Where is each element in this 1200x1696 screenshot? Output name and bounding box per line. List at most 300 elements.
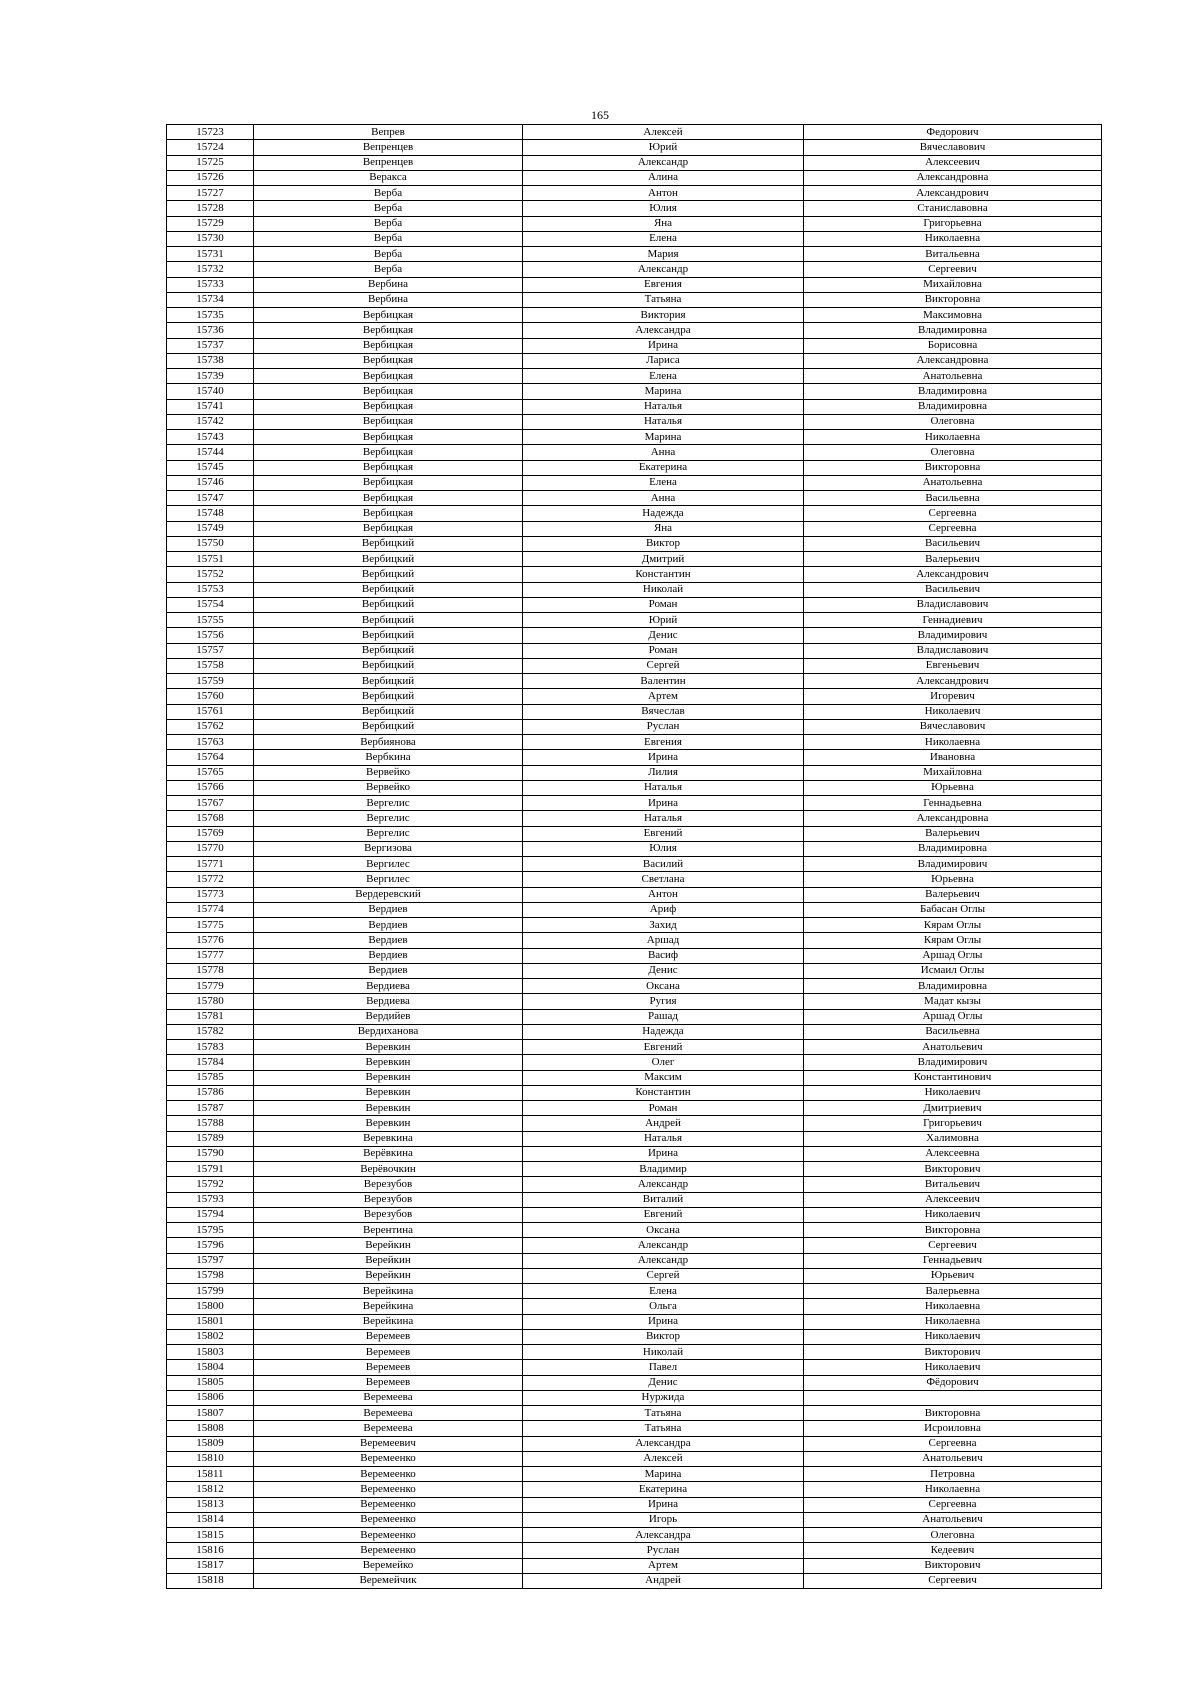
patronymic-cell: Юрьевна	[804, 872, 1102, 887]
first-name-cell: Александр	[523, 1177, 804, 1192]
table-row	[167, 1543, 1102, 1558]
patronymic-cell: Игоревич	[804, 689, 1102, 704]
table-row	[167, 445, 1102, 460]
patronymic-cell: Михайловна	[804, 277, 1102, 292]
record-number-cell: 15732	[167, 262, 254, 277]
first-name-cell: Игорь	[523, 1512, 804, 1527]
last-name-cell: Вердиева	[254, 979, 523, 994]
record-number-cell: 15741	[167, 399, 254, 414]
last-name-cell: Вербицкая	[254, 399, 523, 414]
first-name-cell: Ирина	[523, 1497, 804, 1512]
first-name-cell: Елена	[523, 231, 804, 246]
last-name-cell: Вербицкий	[254, 658, 523, 673]
last-name-cell: Вепренцев	[254, 140, 523, 155]
table-row	[167, 1223, 1102, 1238]
first-name-cell: Андрей	[523, 1116, 804, 1131]
table-row	[167, 704, 1102, 719]
patronymic-cell: Васильевич	[804, 582, 1102, 597]
patronymic-cell: Викторович	[804, 1345, 1102, 1360]
first-name-cell: Татьяна	[523, 1421, 804, 1436]
record-number-cell: 15754	[167, 597, 254, 612]
last-name-cell: Вервейко	[254, 780, 523, 795]
table-row	[167, 140, 1102, 155]
last-name-cell: Верба	[254, 262, 523, 277]
first-name-cell: Анна	[523, 445, 804, 460]
patronymic-cell: Валерьевна	[804, 1284, 1102, 1299]
first-name-cell: Алексей	[523, 1451, 804, 1466]
table-row	[167, 1024, 1102, 1039]
patronymic-cell: Васильевна	[804, 491, 1102, 506]
last-name-cell: Вердиханова	[254, 1024, 523, 1039]
first-name-cell: Юлия	[523, 841, 804, 856]
patronymic-cell: Борисовна	[804, 338, 1102, 353]
patronymic-cell: Дмитриевич	[804, 1101, 1102, 1116]
table-row	[167, 491, 1102, 506]
first-name-cell: Захид	[523, 918, 804, 933]
first-name-cell: Татьяна	[523, 292, 804, 307]
first-name-cell: Александра	[523, 1528, 804, 1543]
table-row	[167, 369, 1102, 384]
first-name-cell: Ольга	[523, 1299, 804, 1314]
last-name-cell: Веремеева	[254, 1390, 523, 1405]
last-name-cell: Веремеенко	[254, 1467, 523, 1482]
last-name-cell: Вербицкая	[254, 414, 523, 429]
patronymic-cell: Ивановна	[804, 750, 1102, 765]
patronymic-cell: Викторовна	[804, 1406, 1102, 1421]
record-number-cell: 15739	[167, 369, 254, 384]
table-row	[167, 201, 1102, 216]
table-row	[167, 841, 1102, 856]
last-name-cell: Вердиев	[254, 902, 523, 917]
table-row	[167, 674, 1102, 689]
patronymic-cell: Исмаил Оглы	[804, 963, 1102, 978]
first-name-cell: Виталий	[523, 1192, 804, 1207]
table-row	[167, 1162, 1102, 1177]
first-name-cell: Юрий	[523, 140, 804, 155]
table-row	[167, 1329, 1102, 1344]
patronymic-cell: Николаевич	[804, 1207, 1102, 1222]
last-name-cell: Вердиев	[254, 948, 523, 963]
record-number-cell: 15731	[167, 247, 254, 262]
table-row	[167, 460, 1102, 475]
table-row	[167, 918, 1102, 933]
table-row	[167, 1284, 1102, 1299]
record-number-cell: 15724	[167, 140, 254, 155]
table-row	[167, 1131, 1102, 1146]
table-row	[167, 994, 1102, 1009]
record-number-cell: 15762	[167, 719, 254, 734]
record-number-cell: 15816	[167, 1543, 254, 1558]
table-row	[167, 521, 1102, 536]
table-row	[167, 857, 1102, 872]
last-name-cell: Вербицкий	[254, 567, 523, 582]
last-name-cell: Веревкин	[254, 1055, 523, 1070]
last-name-cell: Вербицкий	[254, 552, 523, 567]
first-name-cell: Максим	[523, 1070, 804, 1085]
patronymic-cell: Максимовна	[804, 308, 1102, 323]
patronymic-cell: Кярам Оглы	[804, 918, 1102, 933]
record-number-cell: 15747	[167, 491, 254, 506]
patronymic-cell: Викторовна	[804, 1223, 1102, 1238]
patronymic-cell: Мадат кызы	[804, 994, 1102, 1009]
record-number-cell: 15723	[167, 125, 254, 140]
record-number-cell: 15749	[167, 521, 254, 536]
first-name-cell: Евгений	[523, 826, 804, 841]
first-name-cell: Евгений	[523, 1207, 804, 1222]
table-row	[167, 613, 1102, 628]
patronymic-cell: Валерьевич	[804, 826, 1102, 841]
table-row	[167, 1345, 1102, 1360]
record-number-cell: 15800	[167, 1299, 254, 1314]
last-name-cell: Вербицкая	[254, 491, 523, 506]
patronymic-cell: Васильевич	[804, 536, 1102, 551]
patronymic-cell: Валерьевич	[804, 552, 1102, 567]
patronymic-cell: Олеговна	[804, 414, 1102, 429]
last-name-cell: Верейкина	[254, 1314, 523, 1329]
table-row	[167, 1101, 1102, 1116]
table-row	[167, 1177, 1102, 1192]
last-name-cell: Вергилес	[254, 857, 523, 872]
record-number-cell: 15738	[167, 353, 254, 368]
last-name-cell: Верейкин	[254, 1253, 523, 1268]
first-name-cell: Яна	[523, 521, 804, 536]
first-name-cell: Яна	[523, 216, 804, 231]
first-name-cell: Ирина	[523, 796, 804, 811]
table-row	[167, 399, 1102, 414]
patronymic-cell: Владимирович	[804, 1055, 1102, 1070]
record-number-cell: 15803	[167, 1345, 254, 1360]
last-name-cell: Вербицкая	[254, 445, 523, 460]
table-row	[167, 811, 1102, 826]
patronymic-cell: Геннадьевна	[804, 796, 1102, 811]
last-name-cell: Верейкина	[254, 1284, 523, 1299]
table-row	[167, 506, 1102, 521]
last-name-cell: Веремеевич	[254, 1436, 523, 1451]
patronymic-cell: Аршад Оглы	[804, 1009, 1102, 1024]
last-name-cell: Вербицкая	[254, 384, 523, 399]
patronymic-cell: Александрович	[804, 674, 1102, 689]
table-row	[167, 979, 1102, 994]
table-row	[167, 826, 1102, 841]
last-name-cell: Веремеев	[254, 1329, 523, 1344]
first-name-cell: Николай	[523, 582, 804, 597]
record-number-cell: 15746	[167, 475, 254, 490]
first-name-cell: Денис	[523, 963, 804, 978]
first-name-cell: Виктор	[523, 1329, 804, 1344]
record-number-cell: 15769	[167, 826, 254, 841]
table-row	[167, 597, 1102, 612]
last-name-cell: Вердеревский	[254, 887, 523, 902]
record-number-cell: 15795	[167, 1223, 254, 1238]
last-name-cell: Верёвочкин	[254, 1162, 523, 1177]
last-name-cell: Вергелис	[254, 796, 523, 811]
patronymic-cell: Кедеевич	[804, 1543, 1102, 1558]
table-row	[167, 1055, 1102, 1070]
record-number-cell: 15763	[167, 735, 254, 750]
patronymic-cell: Николаевич	[804, 704, 1102, 719]
record-number-cell: 15776	[167, 933, 254, 948]
patronymic-cell: Олеговна	[804, 445, 1102, 460]
first-name-cell: Павел	[523, 1360, 804, 1375]
record-number-cell: 15725	[167, 155, 254, 170]
last-name-cell: Веревкин	[254, 1116, 523, 1131]
last-name-cell: Вербина	[254, 292, 523, 307]
record-number-cell: 15804	[167, 1360, 254, 1375]
patronymic-cell: Юрьевна	[804, 780, 1102, 795]
patronymic-cell: Александровна	[804, 353, 1102, 368]
patronymic-cell: Николаевна	[804, 735, 1102, 750]
last-name-cell: Верейкина	[254, 1299, 523, 1314]
last-name-cell: Вербкина	[254, 750, 523, 765]
last-name-cell: Веремеенко	[254, 1512, 523, 1527]
table-row	[167, 277, 1102, 292]
table-row	[167, 887, 1102, 902]
first-name-cell: Марина	[523, 384, 804, 399]
table-row	[167, 231, 1102, 246]
table-row	[167, 628, 1102, 643]
first-name-cell: Константин	[523, 567, 804, 582]
patronymic-cell: Михайловна	[804, 765, 1102, 780]
patronymic-cell: Сергеевна	[804, 506, 1102, 521]
patronymic-cell: Станиславовна	[804, 201, 1102, 216]
record-number-cell: 15750	[167, 536, 254, 551]
record-number-cell: 15730	[167, 231, 254, 246]
first-name-cell: Денис	[523, 628, 804, 643]
last-name-cell: Веремеенко	[254, 1543, 523, 1558]
last-name-cell: Верейкин	[254, 1238, 523, 1253]
record-number-cell: 15743	[167, 430, 254, 445]
record-number-cell: 15758	[167, 658, 254, 673]
patronymic-cell: Сергеевна	[804, 1497, 1102, 1512]
last-name-cell: Вербицкая	[254, 430, 523, 445]
table-row	[167, 1146, 1102, 1161]
record-number-cell: 15767	[167, 796, 254, 811]
record-number-cell: 15752	[167, 567, 254, 582]
last-name-cell: Веревкин	[254, 1085, 523, 1100]
table-row	[167, 933, 1102, 948]
first-name-cell: Роман	[523, 597, 804, 612]
patronymic-cell: Николаевна	[804, 231, 1102, 246]
first-name-cell: Сергей	[523, 658, 804, 673]
record-number-cell: 15810	[167, 1451, 254, 1466]
record-number-cell: 15736	[167, 323, 254, 338]
patronymic-cell: Николаевна	[804, 1314, 1102, 1329]
first-name-cell: Руслан	[523, 719, 804, 734]
table-row	[167, 872, 1102, 887]
first-name-cell: Аршад	[523, 933, 804, 948]
first-name-cell: Марина	[523, 430, 804, 445]
patronymic-cell: Григорьевич	[804, 1116, 1102, 1131]
table-row	[167, 765, 1102, 780]
record-number-cell: 15806	[167, 1390, 254, 1405]
last-name-cell: Верейкин	[254, 1268, 523, 1283]
first-name-cell: Сергей	[523, 1268, 804, 1283]
record-number-cell: 15807	[167, 1406, 254, 1421]
table-row	[167, 186, 1102, 201]
last-name-cell: Веревкина	[254, 1131, 523, 1146]
first-name-cell: Наталья	[523, 399, 804, 414]
first-name-cell: Ирина	[523, 338, 804, 353]
first-name-cell: Олег	[523, 1055, 804, 1070]
patronymic-cell: Викторовна	[804, 292, 1102, 307]
patronymic-cell: Халимовна	[804, 1131, 1102, 1146]
patronymic-cell: Сергеевич	[804, 1573, 1102, 1588]
last-name-cell: Вергелис	[254, 811, 523, 826]
patronymic-cell: Владимировна	[804, 323, 1102, 338]
first-name-cell: Евгений	[523, 1040, 804, 1055]
first-name-cell: Андрей	[523, 1573, 804, 1588]
table-row	[167, 308, 1102, 323]
table-row	[167, 643, 1102, 658]
first-name-cell: Мария	[523, 247, 804, 262]
record-number-cell: 15748	[167, 506, 254, 521]
first-name-cell: Светлана	[523, 872, 804, 887]
patronymic-cell: Анатольевна	[804, 475, 1102, 490]
last-name-cell: Веремеева	[254, 1406, 523, 1421]
record-number-cell: 15814	[167, 1512, 254, 1527]
patronymic-cell: Николаевна	[804, 1482, 1102, 1497]
first-name-cell: Елена	[523, 475, 804, 490]
last-name-cell: Верба	[254, 216, 523, 231]
record-number-cell: 15801	[167, 1314, 254, 1329]
first-name-cell: Васиф	[523, 948, 804, 963]
last-name-cell: Верба	[254, 231, 523, 246]
record-number-cell: 15756	[167, 628, 254, 643]
first-name-cell: Александр	[523, 1253, 804, 1268]
first-name-cell: Александр	[523, 155, 804, 170]
first-name-cell: Алина	[523, 170, 804, 185]
table-row	[167, 780, 1102, 795]
last-name-cell: Веремеенко	[254, 1528, 523, 1543]
record-number-cell: 15755	[167, 613, 254, 628]
first-name-cell: Оксана	[523, 979, 804, 994]
first-name-cell: Ирина	[523, 1146, 804, 1161]
record-number-cell: 15790	[167, 1146, 254, 1161]
last-name-cell: Верезубов	[254, 1177, 523, 1192]
record-number-cell: 15789	[167, 1131, 254, 1146]
first-name-cell: Наталья	[523, 811, 804, 826]
record-number-cell: 15726	[167, 170, 254, 185]
record-number-cell: 15787	[167, 1101, 254, 1116]
patronymic-cell: Сергеевич	[804, 262, 1102, 277]
record-number-cell: 15791	[167, 1162, 254, 1177]
last-name-cell: Верезубов	[254, 1207, 523, 1222]
last-name-cell: Вербицкий	[254, 536, 523, 551]
record-number-cell: 15812	[167, 1482, 254, 1497]
last-name-cell: Вербицкий	[254, 613, 523, 628]
table-row	[167, 1238, 1102, 1253]
last-name-cell: Верёвкина	[254, 1146, 523, 1161]
first-name-cell: Ирина	[523, 750, 804, 765]
table-row	[167, 338, 1102, 353]
patronymic-cell: Александрович	[804, 567, 1102, 582]
last-name-cell: Веревкин	[254, 1070, 523, 1085]
patronymic-cell: Владимирович	[804, 857, 1102, 872]
table-row	[167, 1207, 1102, 1222]
table-row	[167, 155, 1102, 170]
patronymic-cell: Исроиловна	[804, 1421, 1102, 1436]
record-number-cell: 15772	[167, 872, 254, 887]
first-name-cell: Константин	[523, 1085, 804, 1100]
patronymic-cell: Вячеславович	[804, 719, 1102, 734]
last-name-cell: Вербицкий	[254, 674, 523, 689]
first-name-cell: Артем	[523, 689, 804, 704]
record-number-cell: 15768	[167, 811, 254, 826]
record-number-cell: 15734	[167, 292, 254, 307]
record-number-cell: 15817	[167, 1558, 254, 1573]
first-name-cell: Татьяна	[523, 1406, 804, 1421]
first-name-cell: Николай	[523, 1345, 804, 1360]
last-name-cell: Вербиянова	[254, 735, 523, 750]
page-number: 165	[591, 108, 609, 122]
last-name-cell: Вербицкая	[254, 460, 523, 475]
table-row	[167, 1116, 1102, 1131]
record-number-cell: 15811	[167, 1467, 254, 1482]
table-row	[167, 216, 1102, 231]
patronymic-cell: Геннадиевич	[804, 613, 1102, 628]
first-name-cell: Александр	[523, 1238, 804, 1253]
record-number-cell: 15744	[167, 445, 254, 460]
table-row	[167, 902, 1102, 917]
table-row	[167, 1299, 1102, 1314]
last-name-cell: Вербицкая	[254, 506, 523, 521]
patronymic-cell: Анатольевич	[804, 1512, 1102, 1527]
record-number-cell: 15783	[167, 1040, 254, 1055]
patronymic-cell: Васильевна	[804, 1024, 1102, 1039]
first-name-cell: Роман	[523, 643, 804, 658]
patronymic-cell: Витальевич	[804, 1177, 1102, 1192]
first-name-cell: Артем	[523, 1558, 804, 1573]
patronymic-cell: Кярам Оглы	[804, 933, 1102, 948]
record-number-cell: 15779	[167, 979, 254, 994]
table-row	[167, 719, 1102, 734]
first-name-cell: Юлия	[523, 201, 804, 216]
first-name-cell: Дмитрий	[523, 552, 804, 567]
record-number-cell: 15740	[167, 384, 254, 399]
last-name-cell: Веревкин	[254, 1101, 523, 1116]
patronymic-cell: Николаевич	[804, 1329, 1102, 1344]
last-name-cell: Вербицкий	[254, 582, 523, 597]
table-row	[167, 1421, 1102, 1436]
first-name-cell: Василий	[523, 857, 804, 872]
record-number-cell: 15794	[167, 1207, 254, 1222]
table-row	[167, 353, 1102, 368]
record-number-cell: 15771	[167, 857, 254, 872]
table-row	[167, 1085, 1102, 1100]
first-name-cell: Александр	[523, 262, 804, 277]
first-name-cell: Наталья	[523, 1131, 804, 1146]
patronymic-cell: Евгеньевич	[804, 658, 1102, 673]
table-row	[167, 552, 1102, 567]
first-name-cell: Марина	[523, 1467, 804, 1482]
record-number-cell: 15729	[167, 216, 254, 231]
last-name-cell: Вербицкая	[254, 338, 523, 353]
last-name-cell: Веремеева	[254, 1421, 523, 1436]
table-row	[167, 1009, 1102, 1024]
first-name-cell: Виктория	[523, 308, 804, 323]
patronymic-cell: Анатольевна	[804, 369, 1102, 384]
table-row	[167, 1512, 1102, 1527]
table-row	[167, 430, 1102, 445]
first-name-cell: Надежда	[523, 506, 804, 521]
table-row	[167, 1253, 1102, 1268]
patronymic-cell: Петровна	[804, 1467, 1102, 1482]
record-number-cell: 15766	[167, 780, 254, 795]
record-number-cell: 15751	[167, 552, 254, 567]
last-name-cell: Вергелис	[254, 826, 523, 841]
patronymic-cell: Алексеевна	[804, 1146, 1102, 1161]
last-name-cell: Вепрев	[254, 125, 523, 140]
